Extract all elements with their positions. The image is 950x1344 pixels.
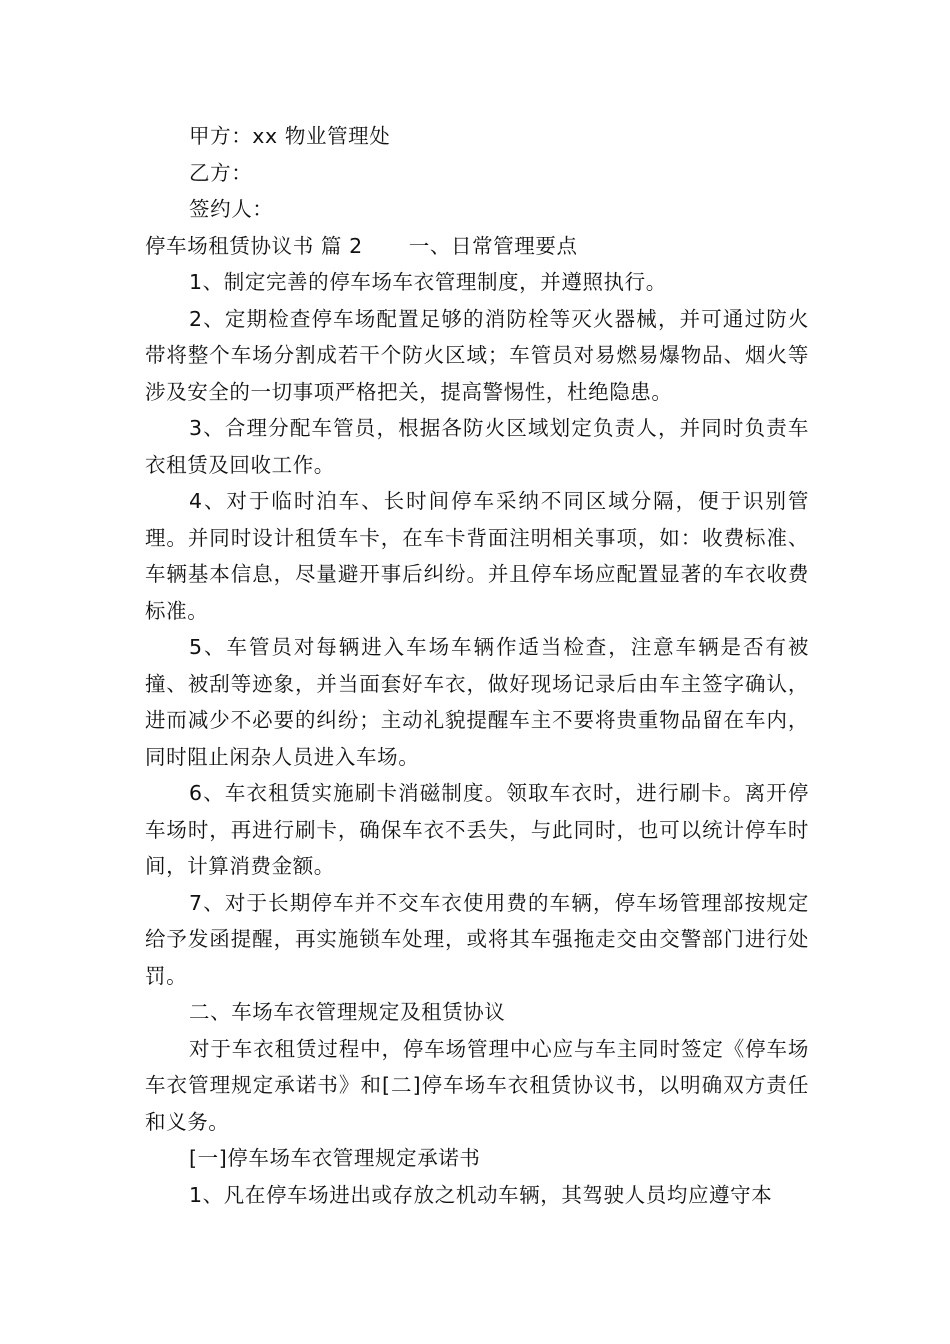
document-title: 停车场租赁协议书 篇 2 <box>145 233 363 258</box>
management-item-1: 1、制定完善的停车场车衣管理制度，并遵照执行。 <box>189 270 667 294</box>
section-2-intro: 对于车衣租赁过程中，停车场管理中心应与车主同时签定《停车场车衣管理规定承诺书》和[二]停车场车衣租赁协议书，以明确双方责任和义务。 <box>145 1036 809 1134</box>
management-item-4: 4、对于临时泊车、长时间停车采纳不同区域分隔，便于识别管理。并同时设计租赁车卡，在车卡背面注明相关事项，如：收费标准、车辆基本信息，尽量避开事后纠纷。并且停车场应配置显著的车衣收费标准。 <box>145 489 809 623</box>
management-item-7: 7、对于长期停车并不交车衣使用费的车辆，停车场管理部按规定给予发函提醒，再实施锁车处理，或将其车强拖走交由交警部门进行处罚。 <box>145 890 809 988</box>
commitment-subheading: [一]停车场车衣管理规定承诺书 <box>189 1146 481 1170</box>
section-1-heading: 一、日常管理要点 <box>408 233 578 258</box>
title-line <box>145 228 809 265</box>
signatory-line: 签约人： <box>189 197 274 221</box>
commitment-item-1: 1、凡在停车场进出或存放之机动车辆，其驾驶人员均应遵守本 <box>189 1182 773 1207</box>
document-body <box>145 118 809 1213</box>
party-a-line: 甲方：xx 物业管理处 <box>189 124 391 148</box>
management-item-2: 2、定期检查停车场配置足够的消防栓等灭火器械，并可通过防火带将整个车场分割成若干个防火区域；车管员对易燃易爆物品、烟火等涉及安全的一切事项严格把关，提高警惕性，杜绝隐患。 <box>145 306 809 404</box>
section-2-heading: 二、车场车衣管理规定及租赁协议 <box>189 1000 506 1024</box>
party-b-line: 乙方： <box>189 160 253 185</box>
management-item-3: 3、合理分配车管员，根据各防火区域划定负责人，并同时负责车衣租赁及回收工作。 <box>145 416 809 477</box>
management-item-5: 5、车管员对每辆进入车场车辆作适当检查，注意车辆是否有被撞、被刮等迹象，并当面套好车衣，做好现场记录后由车主签字确认，进而减少不必要的纠纷；主动礼貌提醒车主不要将贵重物品留在车内，同时阻止闲杂人员进入车场。 <box>145 635 809 769</box>
management-item-6: 6、车衣租赁实施刷卡消磁制度。领取车衣时，进行刷卡。离开停车场时，再进行刷卡，确保车衣不丢失，与此同时，也可以统计停车时间，计算消费金额。 <box>145 781 809 878</box>
